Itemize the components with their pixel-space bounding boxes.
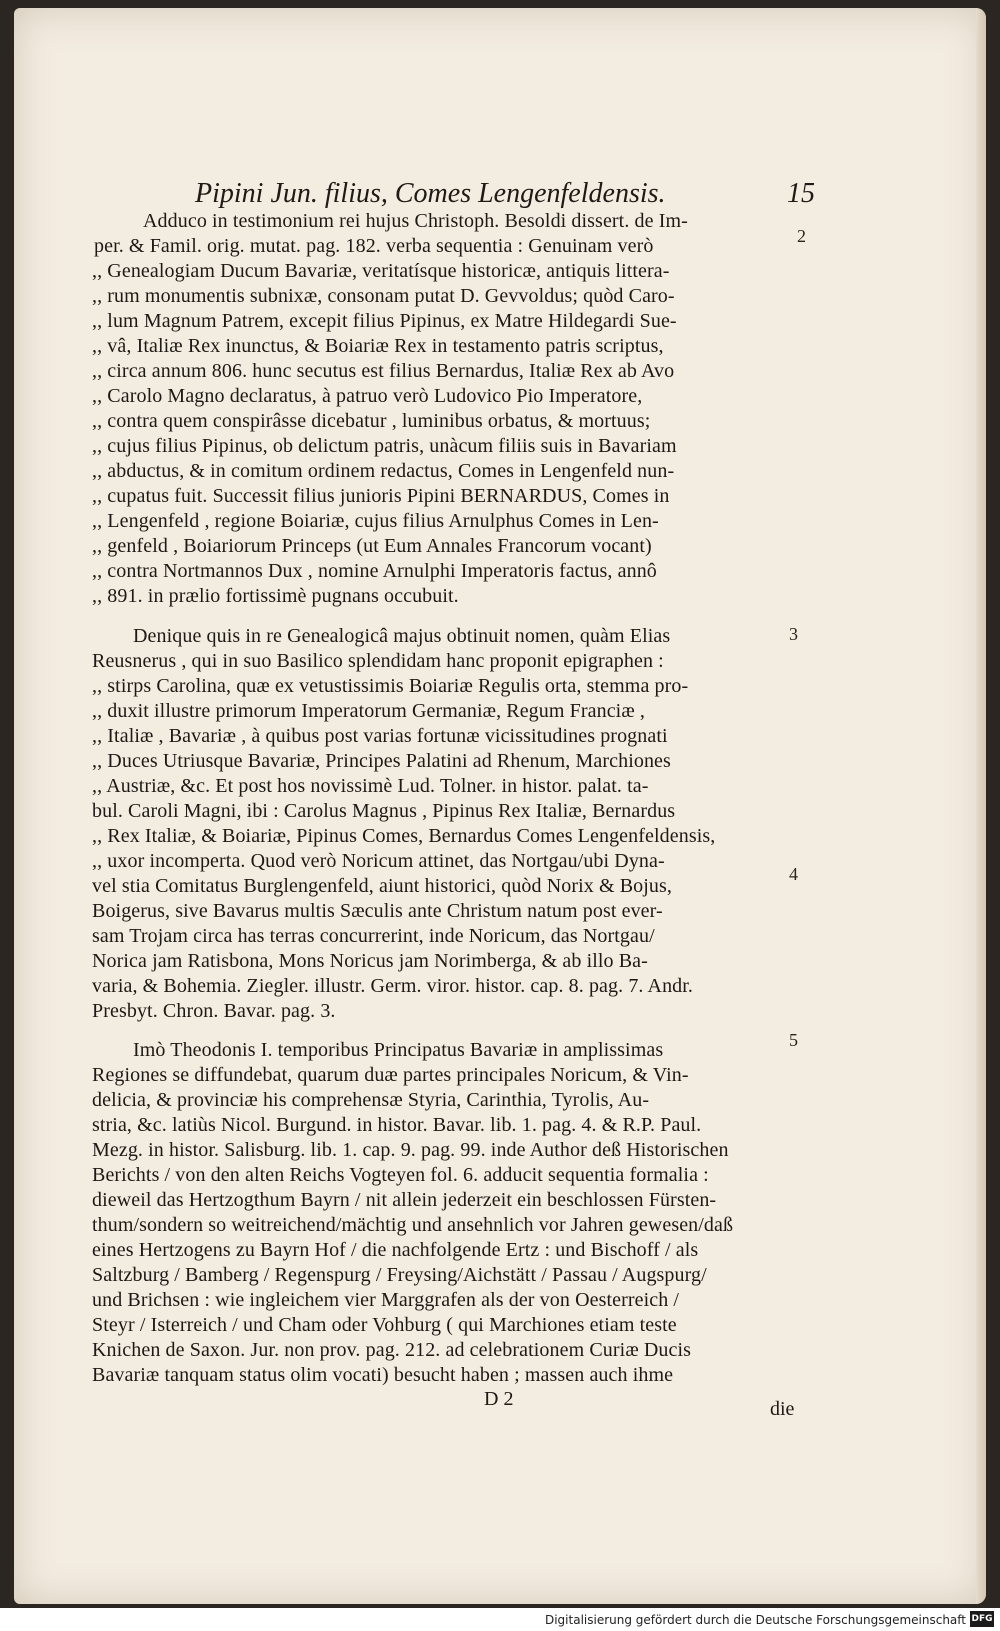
- text-line: ,, uxor incomperta. Quod verò Noricum attinet, das Nortgau/ubi Dyna-: [92, 850, 665, 872]
- text-line: Boigerus, sive Bavarus multis Sæculis ante Christum natum post ever-: [92, 900, 663, 922]
- page-edge: [976, 8, 986, 1604]
- text-line: ,, Italiæ , Bavariæ , à quibus post varias fortunæ vicissitudines prognati: [92, 725, 668, 747]
- text-line: Adduco in testimonium rei hujus Christoph. Besoldi dissert. de Im-: [143, 210, 688, 232]
- footer-credit: Digitalisierung gefördert durch die Deutsche Forschungsgemeinschaft: [544, 1613, 966, 1627]
- catchword: die: [770, 1398, 795, 1420]
- text-line: Mezg. in histor. Salisburg. lib. 1. cap. 9. pag. 99. inde Author deß Historischen: [92, 1139, 729, 1161]
- text-line: ,, stirps Carolina, quæ ex vetustissimis Boiariæ Regulis orta, stemma pro-: [92, 675, 689, 697]
- text-line: ,, Duces Utriusque Bavariæ, Principes Palatini ad Rhenum, Marchiones: [92, 750, 671, 772]
- text-line: ,, genfeld , Boiariorum Princeps (ut Eum Annales Francorum vocant): [92, 535, 652, 557]
- text-line: ,, circa annum 806. hunc secutus est filius Bernardus, Italiæ Rex ab Avo: [92, 360, 675, 382]
- text-line: Presbyt. Chron. Bavar. pag. 3.: [92, 1000, 336, 1022]
- text-line: ,, Austriæ, &c. Et post hos novissimè Lud. Tolner. in histor. palat. ta-: [92, 775, 649, 797]
- text-line: varia, & Bohemia. Ziegler. illustr. Germ. viror. histor. cap. 8. pag. 7. Andr.: [92, 975, 694, 997]
- text-line: Imò Theodonis I. temporibus Principatus Bavariæ in amplissimas: [133, 1039, 664, 1061]
- text-line: eines Hertzogens zu Bayrn Hof / die nachfolgende Ertz : und Bischoff / als: [92, 1239, 699, 1261]
- text-line: vel stia Comitatus Burglengenfeld, aiunt historici, quòd Norix & Bojus,: [92, 875, 673, 897]
- text-line: Denique quis in re Genealogicâ majus obtinuit nomen, quàm Elias: [133, 625, 671, 647]
- text-line: Bavariæ tanquam status olim vocati) besucht haben ; massen auch ihme: [92, 1364, 674, 1386]
- text-line: ,, vâ, Italiæ Rex inunctus, & Boiariæ Rex in testamento patris scriptus,: [92, 335, 664, 357]
- text-line: ,, 891. in prælio fortissimè pugnans occubuit.: [92, 585, 459, 607]
- text-line: ,, Genealogiam Ducum Bavariæ, veritatísque historicæ, antiquis littera-: [92, 260, 670, 282]
- text-line: delicia, & provinciæ his comprehensæ Styria, Carinthia, Tyrolis, Au-: [92, 1089, 650, 1111]
- text-line: Regiones se diffundebat, quarum duæ partes principales Noricum, & Vin-: [92, 1064, 689, 1086]
- page-number: 15: [787, 178, 815, 209]
- text-line: ,, Lengenfeld , regione Boiariæ, cujus filius Arnulphus Comes in Len-: [92, 510, 659, 532]
- text-line: ,, contra quem conspirâsse dicebatur , luminibus orbatus, & mortuus;: [92, 410, 651, 432]
- text-line: per. & Famil. orig. mutat. pag. 182. verba sequentia : Genuinam verò: [94, 235, 654, 257]
- text-line: ,, cujus filius Pipinus, ob delictum patris, unàcum filiis suis in Bavariam: [92, 435, 677, 457]
- text-line: Saltzburg / Bamberg / Regenspurg / Freysing/Aichstätt / Passau / Augspurg/: [92, 1264, 707, 1286]
- text-line: Norica jam Ratisbona, Mons Noricus jam Norimberga, & ab illo Ba-: [92, 950, 648, 972]
- dfg-logo: DFG: [970, 1611, 994, 1627]
- text-line: Reusnerus , qui in suo Basilico splendidam hanc proponit epigraphen :: [92, 650, 664, 672]
- text-line: stria, &c. latiùs Nicol. Burgund. in histor. Bavar. lib. 1. pag. 4. & R.P. Paul.: [92, 1114, 702, 1136]
- text-line: ,, cupatus fuit. Successit filius junioris Pipini BERNARDUS, Comes in: [92, 485, 670, 507]
- text-line: Berichts / von den alten Reichs Vogteyen fol. 6. adducit sequentia formalia :: [92, 1164, 709, 1186]
- text-line: thum/sondern so weitreichend/mächtig und ansehnlich vor Jahren gewesen/daß: [92, 1214, 734, 1236]
- running-header: Pipini Jun. filius, Comes Lengenfeldensis.: [195, 178, 666, 209]
- text-line: sam Trojam circa has terras concurrerint, inde Noricum, das Nortgau/: [92, 925, 655, 947]
- text-line: ,, Carolo Magno declaratus, à patruo verò Ludovico Pio Imperatore,: [92, 385, 643, 407]
- text-line: Steyr / Isterreich / und Cham oder Vohburg ( qui Marchiones etiam teste: [92, 1314, 677, 1336]
- text-line: und Brichsen : wie ingleichem vier Marggrafen als der von Oesterreich /: [92, 1289, 680, 1311]
- text-line: ,, lum Magnum Patrem, excepit filius Pipinus, ex Matre Hildegardi Sue-: [92, 310, 677, 332]
- text-line: Knichen de Saxon. Jur. non prov. pag. 212. ad celebrationem Curiæ Ducis: [92, 1339, 692, 1361]
- margin-note-3: 3: [789, 624, 798, 644]
- text-line: bul. Caroli Magni, ibi : Carolus Magnus , Pipinus Rex Italiæ, Bernardus: [92, 800, 676, 822]
- text-line: ,, duxit illustre primorum Imperatorum Germaniæ, Regum Franciæ ,: [92, 700, 645, 722]
- margin-note-4: 4: [789, 864, 798, 884]
- text-line: ,, contra Nortmannos Dux , nomine Arnulphi Imperatoris factus, annô: [92, 560, 657, 582]
- signature-mark: D 2: [484, 1388, 514, 1410]
- text-line: dieweil das Hertzogthum Bayrn / nit allein jederzeit ein beschlossen Fürsten-: [92, 1189, 717, 1211]
- text-line: ,, abductus, & in comitum ordinem redactus, Comes in Lengenfeld nun-: [92, 460, 675, 482]
- margin-note-5: 5: [789, 1030, 798, 1050]
- margin-note-2: 2: [797, 226, 806, 246]
- text-line: ,, Rex Italiæ, & Boiariæ, Pipinus Comes, Bernardus Comes Lengenfeldensis,: [92, 825, 716, 847]
- text-line: ,, rum monumentis subnixæ, consonam putat D. Gevvoldus; quòd Caro-: [92, 285, 675, 307]
